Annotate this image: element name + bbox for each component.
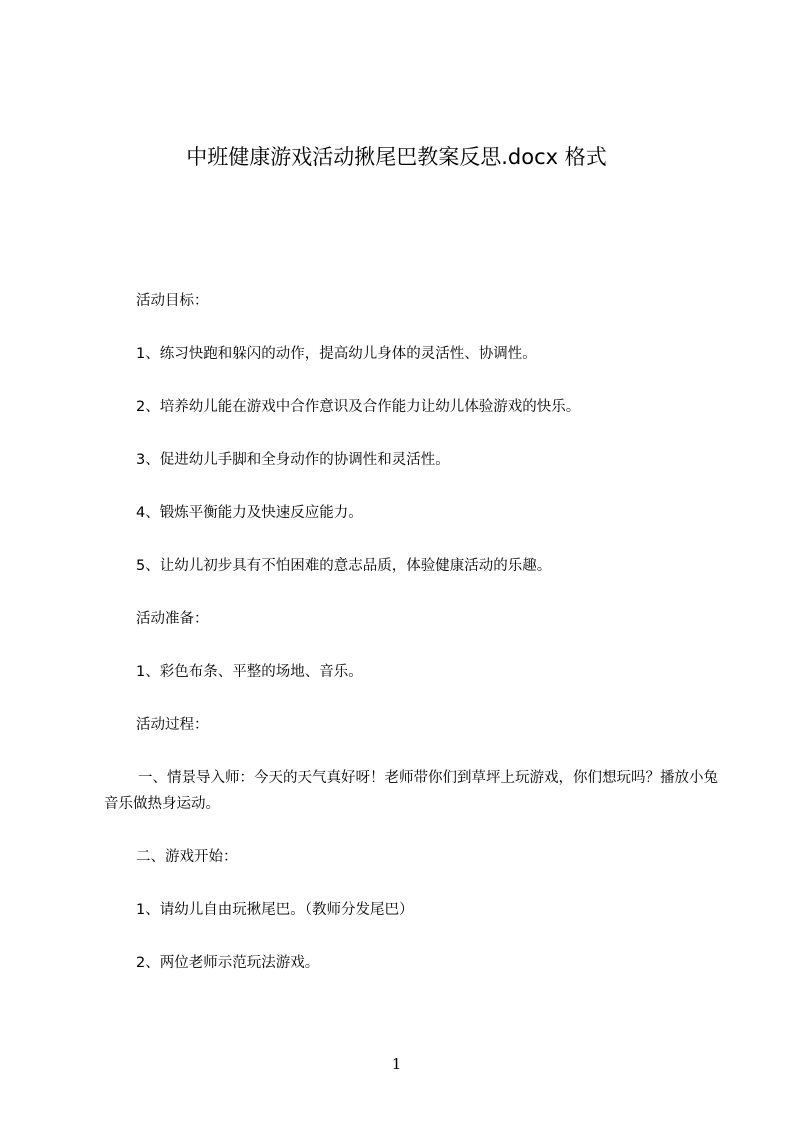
paragraph-goal-3: 3、促进幼儿手脚和全身动作的协调性和灵活性。	[136, 452, 450, 468]
paragraph-goal-5: 5、让幼儿初步具有不怕困难的意志品质，体验健康活动的乐趣。	[136, 558, 552, 574]
paragraph-process-1: 一、情景导入师：今天的天气真好呀！老师带你们到草坪上玩游戏，你们想玩吗？播放小兔音乐做热身运动。	[104, 770, 718, 812]
document-title: 中班健康游戏活动揪尾巴教案反思.docx 格式	[186, 145, 607, 169]
paragraph-prep-1: 1、彩色布条、平整的场地、音乐。	[136, 664, 363, 680]
paragraph-goals-heading: 活动目标：	[136, 293, 209, 309]
page-number: 1	[391, 1055, 402, 1073]
paragraph-process-2-1: 1、请幼儿自由玩揪尾巴。（教师分发尾巴）	[136, 902, 414, 918]
paragraph-prep-heading: 活动准备：	[136, 611, 209, 627]
paragraph-process-heading: 活动过程：	[136, 717, 209, 733]
paragraph-goal-2: 2、培养幼儿能在游戏中合作意识及合作能力让幼儿体验游戏的快乐。	[136, 399, 581, 415]
paragraph-process-2-heading: 二、游戏开始：	[136, 849, 238, 865]
paragraph-goal-4: 4、锻炼平衡能力及快速反应能力。	[136, 505, 363, 521]
paragraph-process-2-2: 2、两位老师示范玩法游戏。	[136, 955, 320, 971]
paragraph-goal-1: 1、练习快跑和躲闪的动作，提高幼儿身体的灵活性、协调性。	[136, 346, 537, 362]
